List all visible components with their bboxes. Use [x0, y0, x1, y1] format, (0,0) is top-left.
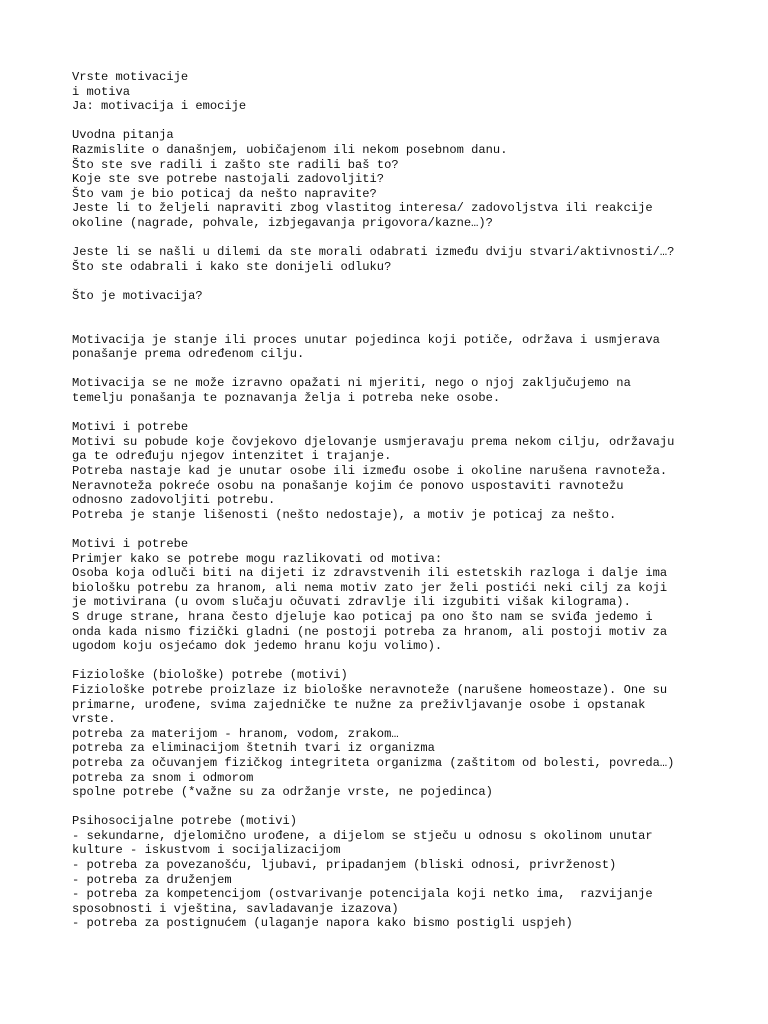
paragraph-line: Motivi su pobude koje čovjekovo djelovanje usmjeravaju prema nekom cilju, održavaju — [72, 434, 675, 449]
paragraph-line: je motivirana (u ovom slučaju očuvati zdravlje ili izgubiti višak kilograma). — [72, 595, 631, 610]
physiological-needs-section — [72, 668, 732, 799]
paragraph-line: Što vam je bio poticaj da nešto napravite? — [72, 186, 377, 201]
section-heading: Motivi i potrebe — [72, 537, 189, 551]
motives-section — [72, 420, 732, 522]
paragraph-line: Neravnoteža pokreće osobu na ponašanje kojim će ponovo uspostaviti ravnotežu — [72, 478, 624, 493]
section-heading: Psihosocijalne potrebe (motivi) — [72, 814, 297, 829]
section-heading: Uvodna pitanja — [72, 128, 174, 143]
paragraph-line: ga te određuju njegov intenzitet i trajanje. — [72, 449, 392, 464]
section-heading: Motivi i potrebe — [72, 420, 189, 435]
list-item: - potreba za povezanošću, ljubavi, pripadanjem (bliski odnosi, privrženost) — [72, 858, 617, 873]
dilemma-paragraph — [72, 245, 732, 274]
paragraph-line: Koje ste sve potrebe nastojali zadovoljiti? — [72, 172, 385, 187]
list-item: potreba za očuvanjem fizičkog integriteta organizma (zaštitom od bolesti, povreda…) — [72, 755, 675, 770]
paragraph-line: ponašanje prema određenom cilju. — [72, 347, 305, 362]
list-item: spolne potrebe (*važne su za održanje vrste, ne pojedinca) — [72, 785, 493, 800]
paragraph-line: Motivacija je stanje ili proces unutar pojedinca koji potiče, održava i usmjerava — [72, 332, 660, 347]
paragraph-line: odnosno zadovoljiti potrebu. — [72, 493, 276, 508]
paragraph-line: ugodom koju osjećamo dok jedemo hranu koju volimo). — [72, 639, 443, 654]
title-line: Vrste motivacije — [72, 70, 189, 84]
paragraph-line: Što ste odabrali i kako ste donijeli odluku? — [72, 259, 392, 274]
list-item: potreba za snom i odmorom — [72, 770, 254, 785]
paragraph-line: Što ste sve radili i zašto ste radili baš to? — [72, 157, 399, 172]
paragraph-line: Primjer kako se potrebe mogu razlikovati od motiva: — [72, 551, 443, 566]
psychosocial-needs-section — [72, 814, 732, 931]
paragraph-line: Motivacija se ne može izravno opažati ni mjeriti, nego o njoj zaključujemo na — [72, 376, 631, 391]
paragraph-line: Potreba je stanje lišenosti (nešto nedostaje), a motiv je poticaj za nešto. — [72, 507, 617, 522]
paragraph-line: S druge strane, hrana često djeluje kao poticaj pa ono što nam se sviđa jedemo i — [72, 609, 653, 624]
intro-section — [72, 128, 732, 230]
list-item: sposobnosti i vještina, savladavanje izazova) — [72, 901, 399, 916]
list-item: - potreba za postignućem (ulaganje napora kako bismo postigli uspjeh) — [72, 916, 573, 931]
subtitle-line: Ja: motivacija i emocije — [72, 99, 247, 114]
section-heading: Fiziološke (biološke) potrebe (motivi) — [72, 668, 348, 683]
paragraph-line: Razmislite o današnjem, uobičajenom ili nekom posebnom danu. — [72, 142, 508, 157]
definition-paragraph — [72, 376, 732, 405]
list-item: - potreba za druženjem — [72, 872, 232, 887]
paragraph-line: Fiziološke potrebe proizlaze iz biološke neravnoteže (narušene homeostaze). One su — [72, 682, 668, 697]
list-item: potreba za eliminacijom štetnih tvari iz organizma — [72, 741, 435, 756]
section-question: Što je motivacija? — [72, 288, 203, 303]
title-line: i motiva — [72, 84, 131, 99]
list-item: - sekundarne, djelomično urođene, a dijelom se stječu u odnosu s okolinom unutar — [72, 828, 653, 843]
paragraph-line: Potreba nastaje kad je unutar osobe ili između osobe i okoline narušena ravnoteža. — [72, 464, 668, 479]
paragraph-line: temelju ponašanja te poznavanja želja i potreba neke osobe. — [72, 391, 501, 406]
list-item: - potreba za kompetencijom (ostvarivanje potencijala koji netko ima, razvijanje — [72, 887, 653, 902]
paragraph-line: Jeste li se našli u dilemi da ste morali odabrati između dviju stvari/aktivnosti/…? — [72, 245, 675, 260]
paragraph-line: vrste. — [72, 712, 116, 727]
paragraph-line: Osoba koja odluči biti na dijeti iz zdravstvenih ili estetskih razloga i dalje ima — [72, 566, 668, 581]
document-page — [72, 70, 732, 931]
paragraph-line: Jeste li to željeli napraviti zbog vlastitog interesa/ zadovoljstva ili reakcije — [72, 201, 653, 216]
list-item: kulture - iskustvom i socijalizacijom — [72, 843, 341, 858]
paragraph-line: primarne, urođene, svima zajedničke te nužne za preživljavanje osobe i opstanak — [72, 697, 646, 712]
definition-paragraph — [72, 333, 732, 362]
paragraph-line: okoline (nagrade, pohvale, izbjegavanja prigovora/kazne…)? — [72, 215, 493, 230]
paragraph-line: biološku potrebu za hranom, ali nema motiv zato jer želi postići neki cilj za koji — [72, 580, 668, 595]
paragraph-line: onda kada nismo fizički gladni (ne postoji potreba za hranom, ali postoji motiv za — [72, 624, 668, 639]
document-title-block — [72, 70, 732, 114]
list-item: potreba za materijom - hranom, vodom, zrakom… — [72, 726, 399, 741]
motives-example-section — [72, 537, 732, 654]
